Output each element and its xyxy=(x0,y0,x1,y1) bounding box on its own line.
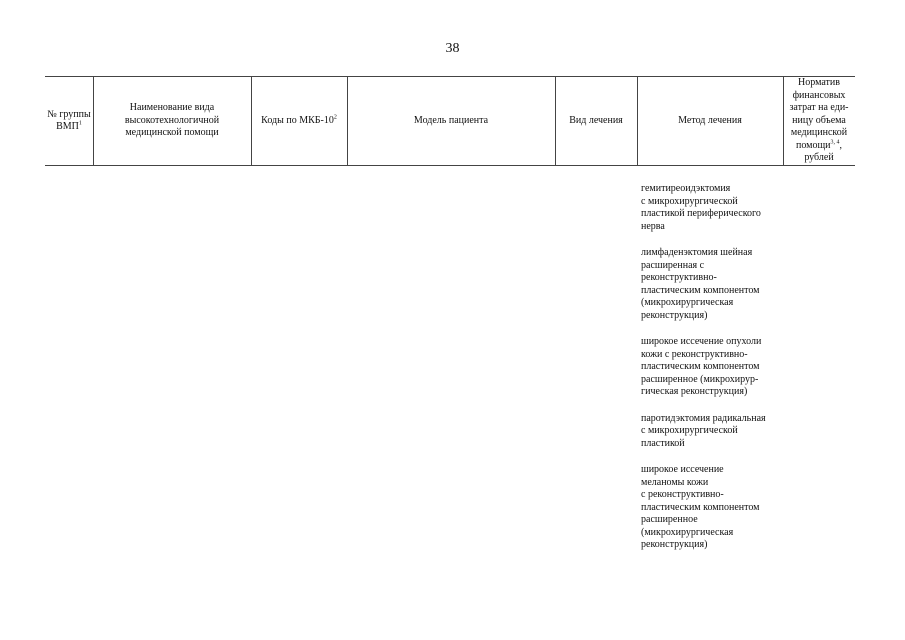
treatment-methods-list xyxy=(641,183,791,566)
treatment-method-item: паротидэктомия радикальная с микрохирургической пластикой xyxy=(641,412,766,449)
header-cost-norm xyxy=(783,77,855,165)
header-treatment-method-text: Метод лечения xyxy=(678,114,742,126)
header-group-number xyxy=(45,77,93,165)
header-group-number-footnote: 1 xyxy=(78,120,82,127)
header-icd-codes-footnote: 2 xyxy=(333,114,337,121)
treatment-method-item: лимфаденэктомия шейная расширенная с реконструктивно- пластическим компонентом (микрохирургическая реконструкция) xyxy=(641,247,760,321)
header-group-number-text: № группы ВМП xyxy=(47,108,91,132)
header-icd-codes xyxy=(251,77,347,165)
header-cost-norm-text: Норматив финансовых затрат на еди-ницу объема медицинской помощи xyxy=(789,77,849,151)
header-icd-codes-text: Коды по МКБ-10 xyxy=(261,114,334,126)
header-cost-norm-footnote: 3, 4 xyxy=(830,139,840,146)
header-patient-model-text: Модель пациента xyxy=(413,114,489,126)
treatment-method-item: широкое иссечение опухоли кожи с реконструктивно- пластическим компонентом расширенное (микрохирур- гическая реконструкция) xyxy=(641,336,762,397)
header-treatment-type xyxy=(555,77,637,165)
header-patient-model xyxy=(347,77,555,165)
header-cost-norm-unit: , рублей xyxy=(804,139,843,164)
header-treatment-type-text: Вид лечения xyxy=(569,114,623,126)
header-care-name xyxy=(93,77,251,165)
header-treatment-method xyxy=(637,77,783,165)
treatment-method-item: широкое иссечение меланомы кожи с реконструктивно- пластическим компонентом расширенное (микрохирургическая реконструкция) xyxy=(641,464,760,550)
page-number: 38 xyxy=(445,41,460,56)
treatment-method-item: гемитиреоидэктомия с микрохирургической пластикой периферического нерва xyxy=(641,183,761,232)
table-header xyxy=(45,76,855,166)
header-care-name-text: Наименование вида высокотехнологичной медицинской помощи xyxy=(124,102,220,139)
